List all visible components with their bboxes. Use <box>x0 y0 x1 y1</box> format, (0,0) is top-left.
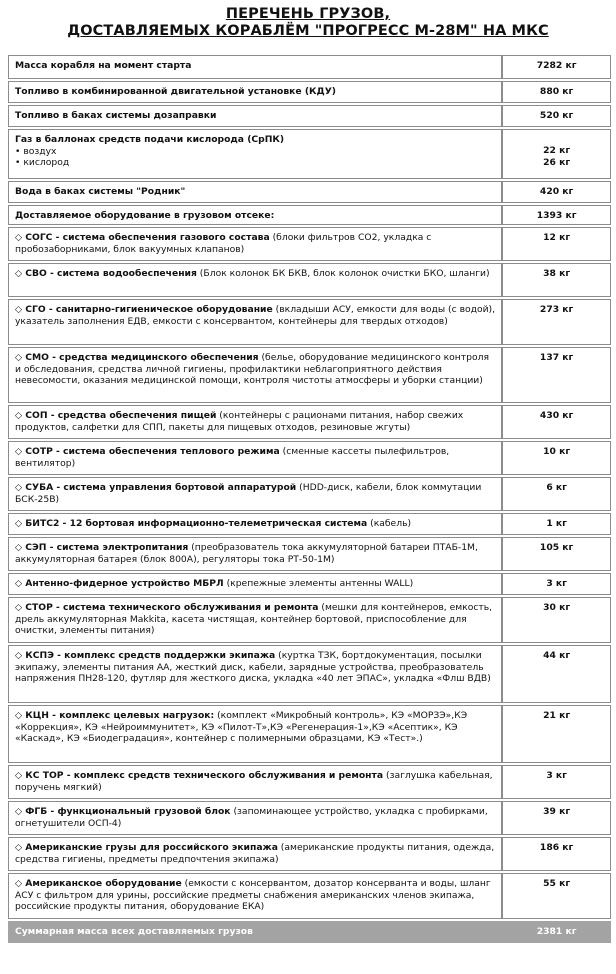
row-description: Вода в баках системы "Родник" <box>8 181 502 203</box>
row-description: ◇ СМО - средства медицинского обеспечения (белье, оборудование медицинского контроля и обследования, средства личной гигиены, профилактики неблагоприятного действия невесомости, оказания медицинской помощи, контроля чистоты атмосферы и уборки станции) <box>8 347 502 403</box>
row-description: Топливо в баках системы дозаправки <box>8 105 502 127</box>
row-mass: 38 кг <box>502 263 611 297</box>
table-row <box>8 837 611 871</box>
row-mass: 1393 кг <box>502 205 611 225</box>
table-row <box>8 55 611 79</box>
page-title <box>0 0 616 46</box>
table-row <box>8 299 611 345</box>
row-mass: 3 кг <box>502 765 611 799</box>
row-mass: 39 кг <box>502 801 611 835</box>
row-mass: 44 кг <box>502 645 611 703</box>
table-row <box>8 405 611 439</box>
row-mass: 880 кг <box>502 81 611 103</box>
table-row <box>8 263 611 297</box>
title-line-2: ДОСТАВЛЯЕМЫХ КОРАБЛЁМ "ПРОГРЕСС М-28М" НА МКС <box>67 23 549 39</box>
row-mass: 520 кг <box>502 105 611 127</box>
row-description: ◇ СОТР - система обеспечения теплового режима (сменные кассеты пылефильтров, вентилятор) <box>8 441 502 475</box>
row-mass: 186 кг <box>502 837 611 871</box>
table-row <box>8 205 611 225</box>
row-mass: 22 кг 26 кг <box>502 129 611 179</box>
row-description: ◇ ФГБ - функциональный грузовой блок (запоминающее устройство, укладка с пробирками, огнетушители ОСП-4) <box>8 801 502 835</box>
table-row <box>8 873 611 919</box>
row-mass: 420 кг <box>502 181 611 203</box>
total-label: Суммарная масса всех доставляемых грузов <box>8 921 502 943</box>
row-description: ◇ СГО - санитарно-гигиеническое оборудование (вкладыши АСУ, емкости для воды (с водой), указатель заполнения ЕДВ, емкости с консервантом, контейнеры для твердых отходов) <box>8 299 502 345</box>
table-row <box>8 645 611 703</box>
row-mass: 55 кг <box>502 873 611 919</box>
row-mass: 3 кг <box>502 573 611 595</box>
total-mass: 2381 кг <box>502 921 611 943</box>
table-row <box>8 573 611 595</box>
row-description: ◇ КСПЭ - комплекс средств поддержки экипажа (куртка ТЗК, бортдокументация, посылки экипажу, элементы питания АА, жесткий диск, кабели, зарядные устройства, преобразователь напряжения ПН28-120, футляр для жесткого диска, укладка «40 лет ЭПАС», укладка «Флш ВДВ) <box>8 645 502 703</box>
table-row <box>8 765 611 799</box>
row-mass: 105 кг <box>502 537 611 571</box>
row-description: ◇ СЭП - система электропитания (преобразователь тока аккумуляторной батареи ПТАБ-1М, аккумуляторная батарея (блок 800А), регуляторы тока РТ-50-1М) <box>8 537 502 571</box>
table-row <box>8 705 611 763</box>
row-description: Доставляемое оборудование в грузовом отсеке: <box>8 205 502 225</box>
row-description: ◇ КЦН - комплекс целевых нагрузок: (комплект «Микробный контроль», КЭ «МОРЗЭ»,КЭ «Коррекция», КЭ «Нейроиммунитет», КЭ «Пилот-Т»,КЭ «Регенерация-1»,КЭ «Асептик», КЭ «Каскад», КЭ «Биодеградация», контейнер с полимерными образцами, КЭ «Тест».) <box>8 705 502 763</box>
table-row <box>8 801 611 835</box>
sub-item: • воздух <box>15 146 495 158</box>
row-mass: 273 кг <box>502 299 611 345</box>
row-mass: 7282 кг <box>502 55 611 79</box>
row-mass: 6 кг <box>502 477 611 511</box>
row-description: ◇ Антенно-фидерное устройство МБРЛ (крепежные элементы антенны WALL) <box>8 573 502 595</box>
row-mass: 137 кг <box>502 347 611 403</box>
row-mass: 30 кг <box>502 597 611 643</box>
table-row <box>8 129 611 179</box>
row-description: Топливо в комбинированной двигательной установке (КДУ) <box>8 81 502 103</box>
row-description: Масса корабля на момент старта <box>8 55 502 79</box>
table-row <box>8 105 611 127</box>
table-row <box>8 181 611 203</box>
row-description: ◇ СОГС - система обеспечения газового состава (блоки фильтров СО2, укладка с пробозаборниками, блок вакуумных клапанов) <box>8 227 502 261</box>
row-description: ◇ СУБА - система управления бортовой аппаратурой (HDD-диск, кабели, блок коммутации БСК-25В) <box>8 477 502 511</box>
row-description: ◇ КС ТОР - комплекс средств технического обслуживания и ремонта (заглушка кабельная, поручень мягкий) <box>8 765 502 799</box>
table-row <box>8 441 611 475</box>
row-description: ◇ Американское оборудование (емкости с консервантом, дозатор консерванта и воды, шланг АСУ с фильтром для урины, российские предметы снабжения американских членов экипажа, российские продукты питания, оборудование ЕКА) <box>8 873 502 919</box>
table-row <box>8 597 611 643</box>
table-row <box>8 477 611 511</box>
row-description: ◇ СОП - средства обеспечения пищей (контейнеры с рационами питания, набор свежих продуктов, салфетки для СПП, пакеты для пищевых отходов, резиновые жгуты) <box>8 405 502 439</box>
row-description: ◇ СТОР - система технического обслуживания и ремонта (мешки для контейнеров, емкость, дрель аккумуляторная Makkita, касета чистящая, контейнер бортовой, приспособление для очистки, элементы питания) <box>8 597 502 643</box>
row-mass: 10 кг <box>502 441 611 475</box>
total-row <box>8 921 611 943</box>
title-line-1: ПЕРЕЧЕНЬ ГРУЗОВ, <box>225 6 391 22</box>
row-description: ◇ БИТС2 - 12 бортовая информационно-телеметрическая система (кабель) <box>8 513 502 535</box>
table-row <box>8 513 611 535</box>
row-mass: 12 кг <box>502 227 611 261</box>
row-description: ◇ СВО - система водообеспечения (Блок колонок БК БКВ, блок колонок очистки БКО, шланги) <box>8 263 502 297</box>
table-row <box>8 347 611 403</box>
row-mass: 430 кг <box>502 405 611 439</box>
table-row <box>8 81 611 103</box>
row-mass: 1 кг <box>502 513 611 535</box>
sub-item: • кислород <box>15 157 495 169</box>
row-description: ◇ Американские грузы для российского экипажа (американские продукты питания, одежда, средства гигиены, предметы предпочтения экипажа) <box>8 837 502 871</box>
table-row <box>8 537 611 571</box>
table-row <box>8 227 611 261</box>
row-description: Газ в баллонах средств подачи кислорода (СрПК) • воздух • кислород <box>8 129 502 179</box>
row-mass: 21 кг <box>502 705 611 763</box>
cargo-table <box>8 53 611 945</box>
